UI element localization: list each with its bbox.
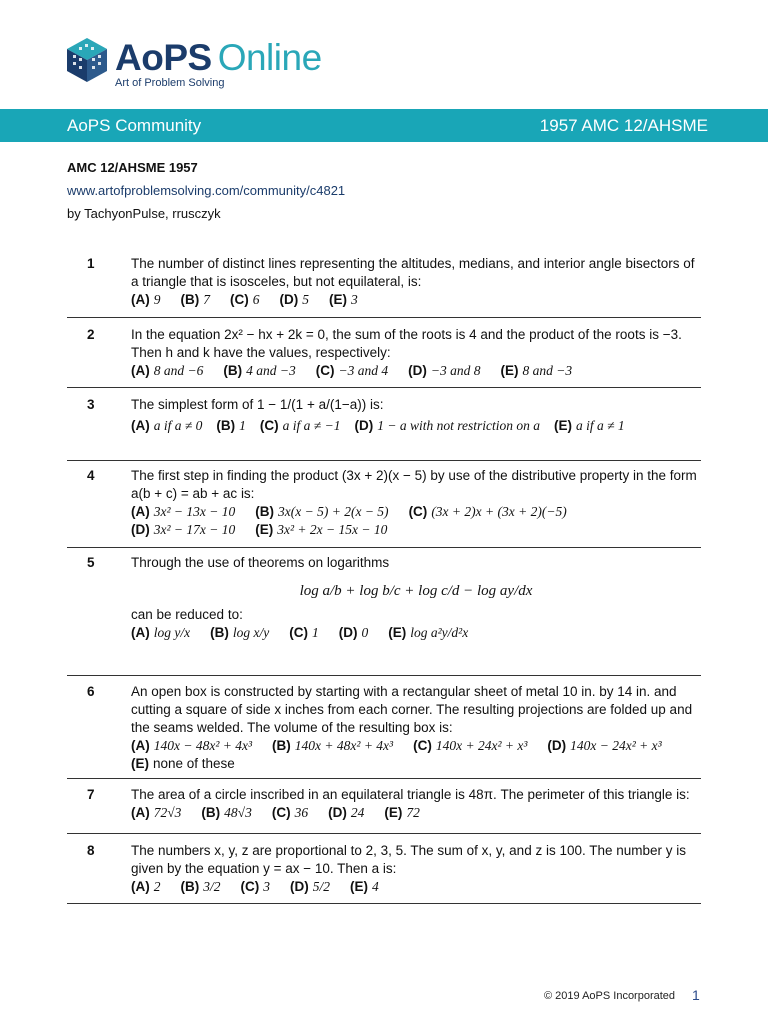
answer-e [329, 291, 358, 309]
answer-label: (D) [408, 363, 427, 378]
answer-value: 7 [203, 292, 210, 307]
document-meta [67, 156, 345, 225]
answer-value: 0 [361, 625, 369, 640]
answer-label: (D) [547, 738, 567, 753]
answer-choices [131, 503, 701, 539]
cube-logo-icon [67, 38, 107, 82]
problem-3 [67, 388, 701, 461]
answer-label: (A) [131, 504, 150, 519]
answer-label: (E) [500, 363, 519, 378]
answer-e [350, 878, 379, 896]
problem-number: 1 [87, 256, 95, 271]
copyright: © 2019 AoPS Incorporated [544, 990, 676, 1002]
answer-value: 3x² + 2x − 15x − 10 [277, 522, 388, 537]
answer-a [131, 362, 203, 380]
answer-b [181, 291, 211, 309]
problem-8 [67, 834, 701, 904]
answer-e [131, 755, 235, 773]
answer-value: 140x − 48x² + 4x³ [153, 738, 253, 753]
problem-text: Through the use of theorems on logarithms [131, 555, 390, 570]
answer-value: 36 [294, 805, 309, 820]
answer-value: log y/x [153, 625, 191, 640]
answer-label: (D) [290, 879, 309, 894]
answer-a [131, 737, 252, 755]
answer-value: 3/2 [203, 879, 221, 894]
authors: by TachyonPulse, rrusczyk [67, 206, 221, 221]
answer-value: log x/y [232, 625, 270, 640]
answer-label: (D) [328, 805, 347, 820]
logo-wordmark [115, 38, 322, 78]
problem-text: The number of distinct lines representing the altitudes, medians, and interior angle bisectors of a triangle that is isosceles, but not equilateral, is: [131, 256, 695, 289]
answer-value: 1 [239, 418, 246, 433]
answer-label: (E) [131, 756, 149, 771]
answer-label: (C) [230, 292, 249, 307]
answer-c [230, 291, 260, 309]
answer-c [413, 737, 527, 755]
problem-number: 6 [87, 684, 95, 699]
answer-value: 140x − 24x² + x³ [570, 738, 662, 753]
answer-b [210, 624, 269, 642]
answer-value: 48√3 [224, 805, 252, 820]
answer-value: 5/2 [312, 879, 331, 894]
answer-value: (3x + 2)x + (3x + 2)(−5) [431, 504, 567, 519]
answer-value: 72√3 [153, 805, 182, 820]
answer-label: (C) [259, 418, 279, 433]
answer-value: 6 [252, 292, 260, 307]
answer-label: (C) [289, 625, 308, 640]
answer-label: (E) [553, 418, 572, 433]
answer-value: 24 [350, 805, 365, 820]
answer-c [272, 804, 308, 822]
problem-number: 3 [87, 397, 95, 412]
answer-label: (B) [255, 504, 275, 519]
answer-value: 9 [153, 292, 161, 307]
answer-label: (E) [329, 292, 347, 307]
answer-e [255, 521, 387, 539]
answer-label: (A) [131, 292, 150, 307]
problem-5 [67, 548, 701, 676]
answer-choices [131, 878, 701, 896]
answer-value: 3x² − 13x − 10 [153, 504, 236, 519]
answer-label: (E) [384, 805, 403, 820]
answer-label: (B) [201, 805, 221, 820]
answer-choices [131, 417, 701, 435]
answer-value: 3x(x − 5) + 2(x − 5) [278, 504, 389, 519]
answer-value: 3 [263, 879, 271, 894]
answer-value: 8 and −6 [153, 363, 204, 378]
answer-label: (A) [131, 363, 150, 378]
answer-label: (D) [354, 418, 374, 433]
answer-value: 2 [153, 879, 161, 894]
display-equation: log a/b + log b/c + log c/d − log ay/dx [299, 583, 533, 599]
answer-label: (B) [272, 738, 291, 753]
answer-a [131, 503, 235, 521]
answer-label: (C) [408, 504, 428, 519]
answer-e [554, 417, 625, 435]
answer-label: (A) [131, 418, 150, 433]
answer-value: 5 [302, 292, 309, 307]
answer-b [181, 878, 221, 896]
problem-number: 4 [87, 468, 95, 483]
answer-d [354, 417, 540, 435]
answer-value: 8 and −3 [522, 363, 573, 378]
answer-label: (B) [216, 418, 236, 433]
community-link[interactable]: AoPS Community [67, 115, 202, 135]
answer-value: −3 and 8 [430, 363, 481, 378]
answer-label: (B) [210, 625, 229, 640]
problem-text: The simplest form of 1 − 1/(1 + a/(1−a)) is: [131, 397, 384, 412]
problem-list [67, 245, 701, 904]
problem-text: The numbers x, y, z are proportional to 2, 3, 5. The sum of x, y, and z is 100. The number y is given by the equation y = ax − 10. Then a is: [131, 843, 687, 876]
answer-label: (C) [240, 879, 260, 894]
answer-value: a if a ≠ −1 [282, 418, 341, 433]
answer-e [501, 362, 573, 380]
answer-choices [131, 624, 701, 642]
answer-value: a if a ≠ 1 [575, 418, 625, 433]
answer-c [289, 624, 319, 642]
answer-value: 1 [312, 625, 319, 640]
answer-label: (B) [180, 879, 200, 894]
answer-label: (A) [131, 879, 150, 894]
answer-value: log a²y/d²x [410, 625, 469, 640]
answer-a [131, 624, 190, 642]
answer-b [255, 503, 388, 521]
answer-c [409, 503, 567, 521]
answer-b [272, 737, 393, 755]
logo-tagline: Art of Problem Solving [115, 77, 225, 89]
answer-d [547, 737, 661, 755]
problem-6 [67, 676, 701, 779]
answer-b [201, 804, 251, 822]
answer-choices [131, 291, 701, 309]
answer-label: (A) [131, 625, 150, 640]
answer-d [408, 362, 480, 380]
answer-a [131, 878, 161, 896]
answer-label: (B) [223, 363, 243, 378]
answer-label: (C) [315, 363, 335, 378]
answer-value: none of these [153, 756, 235, 771]
header-banner [0, 109, 768, 142]
problem-text: The first step in finding the product (3x + 2)(x − 5) by use of the distributive property in the form a(b + c) = ab + ac is: [131, 468, 697, 501]
problem-1 [67, 245, 701, 318]
aops-logo[interactable] [67, 38, 322, 90]
problem-text: In the equation 2x² − hx + 2k = 0, the sum of the roots is 4 and the product of the roots is −3. Then h and k have the values, respectively: [131, 327, 682, 360]
answer-e [384, 804, 420, 822]
community-url-link[interactable]: www.artofproblemsolving.com/community/c4821 [67, 183, 346, 198]
problem-4 [67, 461, 701, 548]
answer-choices [131, 362, 701, 380]
answer-label: (A) [131, 738, 150, 753]
problem-text: The area of a circle inscribed in an equilateral triangle is 48π. The perimeter of this triangle is: [131, 787, 690, 802]
problem-number: 8 [87, 843, 95, 858]
contest-title: 1957 AMC 12/AHSME [539, 115, 708, 135]
answer-d [280, 291, 310, 309]
answer-d [339, 624, 369, 642]
answer-label: (A) [131, 805, 150, 820]
problem-number: 7 [87, 787, 95, 802]
problem-text-after: can be reduced to: [131, 607, 243, 622]
answer-b [216, 417, 246, 435]
answer-c [241, 878, 271, 896]
answer-e [388, 624, 468, 642]
answer-d [131, 521, 235, 539]
answer-b [223, 362, 295, 380]
answer-a [131, 291, 161, 309]
answer-value: 4 and −3 [246, 363, 296, 378]
answer-a [131, 804, 181, 822]
answer-value: a if a ≠ 0 [153, 418, 203, 433]
problem-number: 5 [87, 555, 95, 570]
page-number: 1 [692, 987, 700, 1003]
answer-value: −3 and 4 [338, 363, 389, 378]
answer-label: (E) [255, 522, 274, 537]
answer-label: (D) [279, 292, 299, 307]
answer-value: 140x + 24x² + x³ [435, 738, 528, 753]
answer-value: 3 [351, 292, 358, 307]
problem-2 [67, 318, 701, 388]
problem-7 [67, 779, 701, 834]
answer-value: 140x + 48x² + 4x³ [294, 738, 394, 753]
answer-choices [131, 737, 701, 773]
answer-choices [131, 804, 701, 822]
answer-d [328, 804, 364, 822]
answer-label: (B) [180, 292, 200, 307]
problem-number: 2 [87, 327, 95, 342]
answer-label: (D) [338, 625, 358, 640]
answer-label: (E) [388, 625, 407, 640]
logo-product: Online [217, 37, 322, 78]
answer-value: 72 [406, 805, 420, 820]
answer-c [260, 417, 341, 435]
answer-c [316, 362, 388, 380]
problem-text: An open box is constructed by starting with a rectangular sheet of metal 10 in. by 14 in. and cutting a square of side x inches from each corner. The resulting projections are folded up and the seams welded. The volume of the resulting box is: [131, 684, 693, 735]
answer-value: 1 − a with not restriction on a [377, 418, 540, 433]
answer-value: 3x² − 17x − 10 [153, 522, 236, 537]
answer-d [290, 878, 330, 896]
answer-value: 4 [372, 879, 379, 894]
answer-label: (D) [131, 522, 150, 537]
answer-label: (C) [271, 805, 291, 820]
logo-brand: AoPS [115, 37, 212, 78]
document-title: AMC 12/AHSME 1957 [67, 160, 198, 175]
answer-a [131, 417, 202, 435]
answer-label: (E) [350, 879, 369, 894]
answer-label: (C) [413, 738, 432, 753]
